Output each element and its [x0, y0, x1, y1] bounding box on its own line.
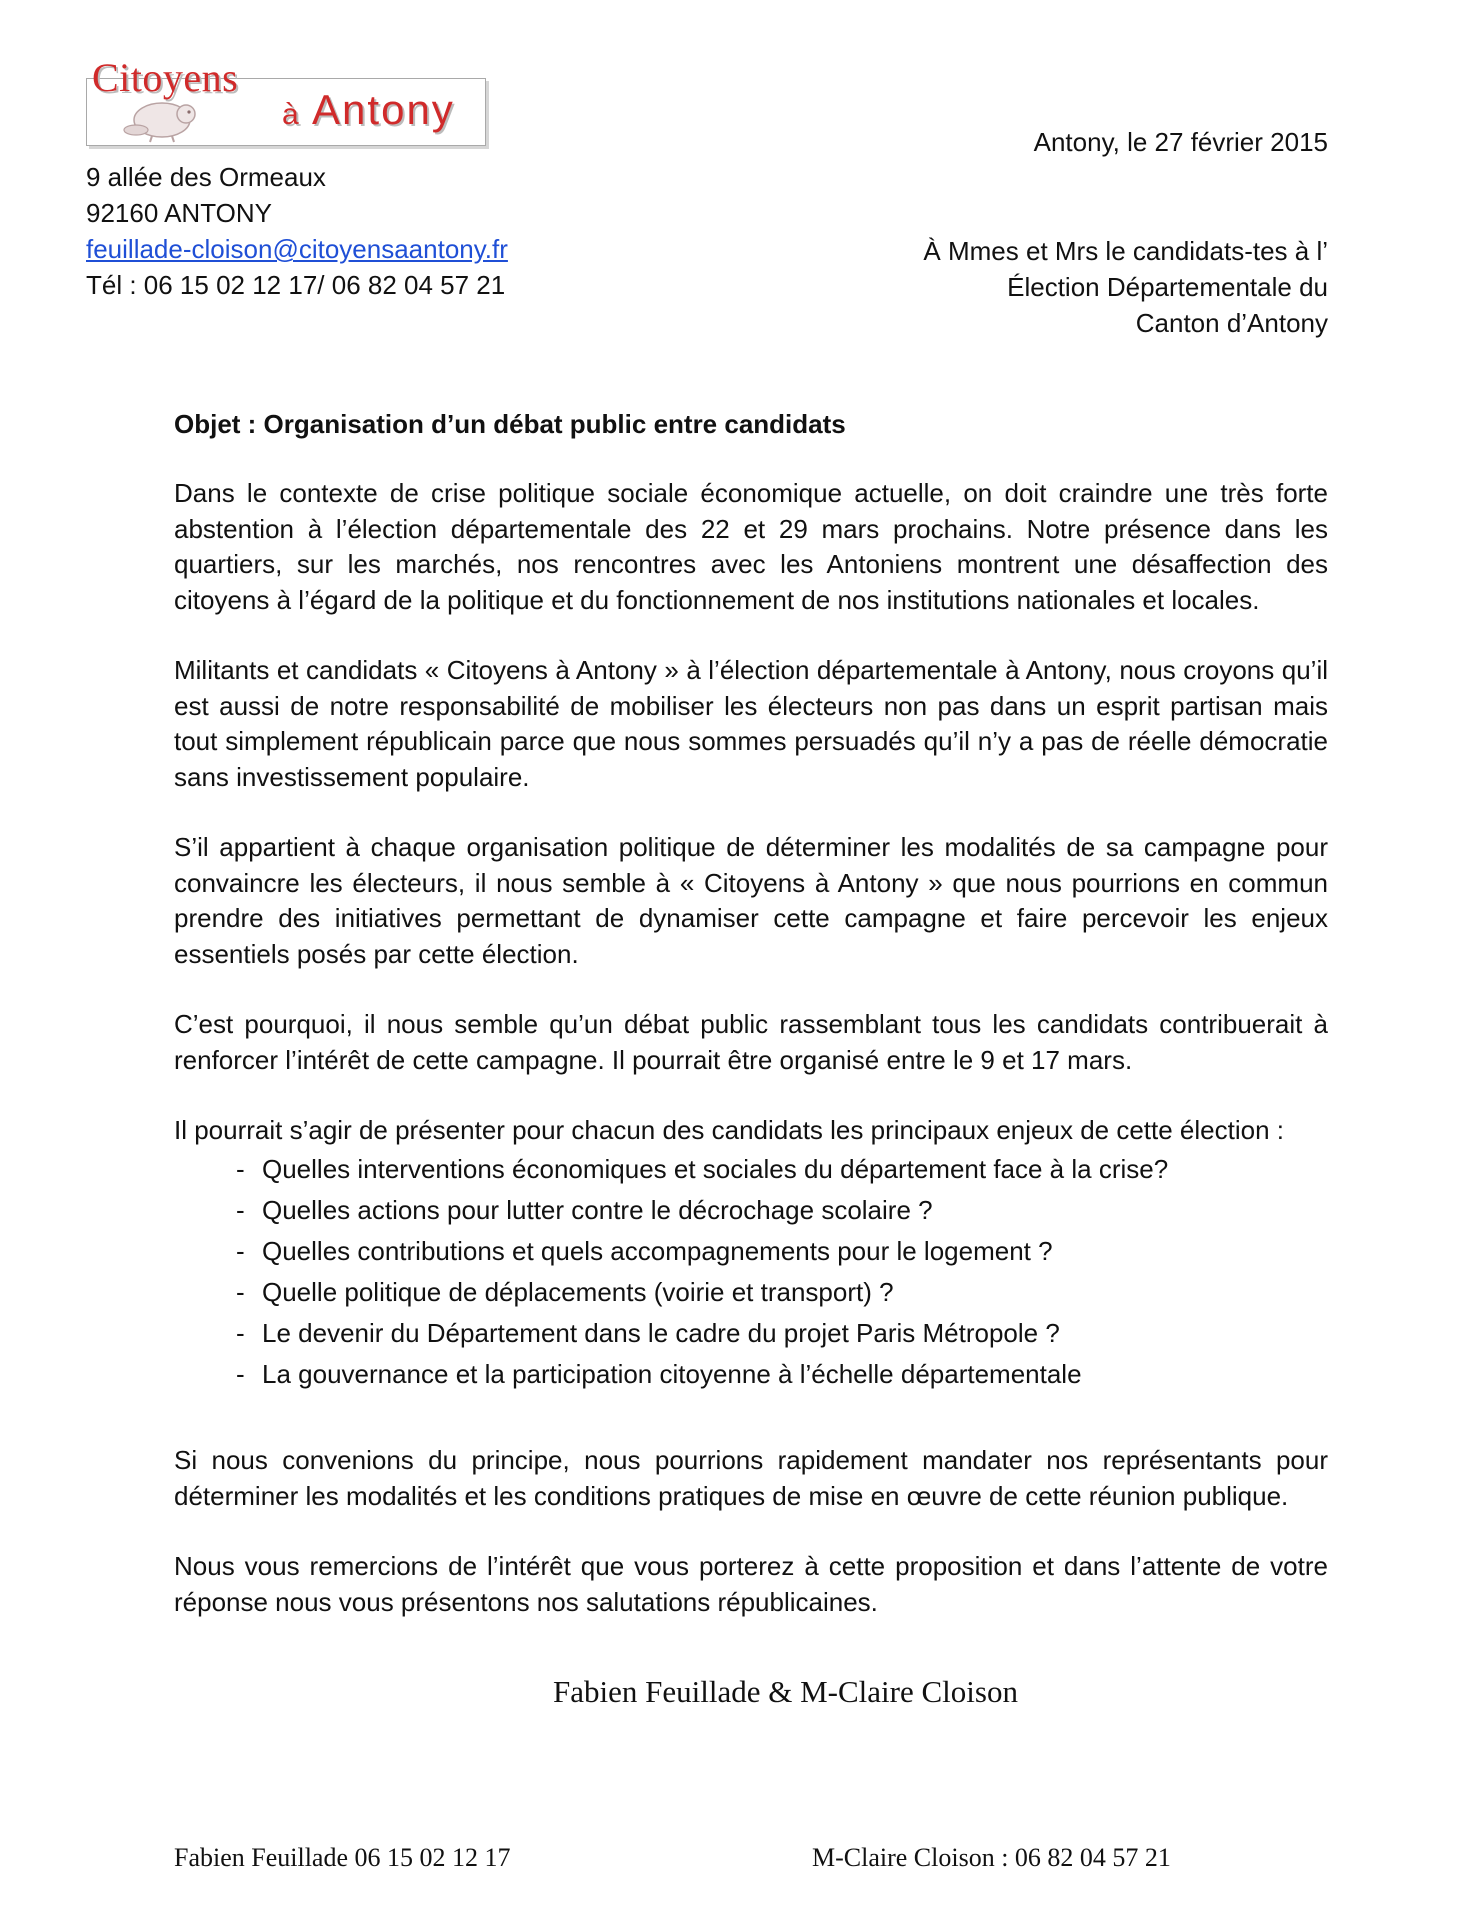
paragraph-debate-proposal: C’est pourquoi, il nous semble qu’un débat public rassemblant tous les candidats contribuerait à renforcer l’intérêt de cette campagne. Il pourrait être organisé entre le 9 et 17 mars. [174, 1009, 1328, 1075]
paragraph-questions-intro: Il pourrait s’agir de présenter pour chacun des candidats les principaux enjeux de cette élection : [174, 1115, 1284, 1145]
question-text: Quelles interventions économiques et sociales du département face à la crise? [262, 1154, 1169, 1184]
logo-text-antony [282, 86, 455, 139]
question-text: Quelle politique de déplacements (voirie et transport) ? [262, 1277, 894, 1307]
logo-text-citoyens: Citoyens [92, 55, 239, 100]
recipient-line-3: Canton d’Antony [1135, 308, 1328, 338]
list-dash: - [236, 1154, 245, 1184]
list-dash: - [236, 1195, 245, 1225]
paragraph-campaign: S’il appartient à chaque organisation politique de déterminer les modalités de sa campagne pour convaincre les électeurs, il nous semble à « Citoyens à Antony » que nous pourrions en commun prendre des initiatives permettant de dynamiser cette campagne et faire percevoir les enjeux essentiels posés par cette élection. [174, 832, 1328, 969]
list-item [236, 1354, 1168, 1395]
letter-subject: Objet : Organisation d’un débat public entre candidats [174, 409, 846, 439]
recipient-block [923, 233, 1328, 341]
beaver-icon [122, 96, 212, 144]
sender-phone: Tél : 06 15 02 12 17/ 06 82 04 57 21 [86, 270, 506, 300]
paragraph-militants: Militants et candidats « Citoyens à Antony » à l’élection départementale à Antony, nous croyons qu’il est aussi de notre responsabilité de mobiliser les électeurs non pas dans un esprit partisan mais tout simplement républicain parce que nous sommes persuadés qu’il n’y a pas de réelle démocratie sans investissement populaire. [174, 655, 1328, 792]
list-item [236, 1231, 1168, 1272]
question-text: Le devenir du Département dans le cadre du projet Paris Métropole ? [262, 1318, 1060, 1348]
questions-list [236, 1149, 1168, 1395]
logo-text-antony-word: Antony [312, 86, 455, 133]
recipient-line-2: Élection Départementale du [1007, 272, 1328, 302]
list-item [236, 1190, 1168, 1231]
question-text: La gouvernance et la participation citoyenne à l’échelle départementale [262, 1359, 1082, 1389]
list-dash: - [236, 1359, 245, 1389]
letter-date: Antony, le 27 février 2015 [1033, 127, 1328, 157]
question-text: Quelles actions pour lutter contre le décrochage scolaire ? [262, 1195, 933, 1225]
list-dash: - [236, 1236, 245, 1266]
list-item [236, 1272, 1168, 1313]
contact-m-claire-cloison: M-Claire Cloison : 06 82 04 57 21 [812, 1843, 1171, 1872]
contact-fabien-feuillade: Fabien Feuillade 06 15 02 12 17 [174, 1843, 511, 1872]
paragraph-context: Dans le contexte de crise politique sociale économique actuelle, on doit craindre une très forte abstention à l’élection départementale des 22 et 29 mars prochains. Notre présence dans les quartiers, sur les marchés, nos rencontres avec les Antoniens montrent une désaffection des citoyens à l’égard de la politique et du fonctionnement de nos institutions nationales et locales. [174, 478, 1328, 615]
question-text: Quelles contributions et quels accompagnements pour le logement ? [262, 1236, 1053, 1266]
paragraph-closing: Nous vous remercions de l’intérêt que vous porterez à cette proposition et dans l’attente de votre réponse nous vous présentons nos salutations républicaines. [174, 1551, 1328, 1617]
list-dash: - [236, 1318, 245, 1348]
sender-street: 9 allée des Ormeaux [86, 162, 326, 192]
logo-text-a: à [282, 98, 301, 131]
citoyens-a-antony-logo [86, 55, 496, 146]
list-item [236, 1313, 1168, 1354]
sender-city: 92160 ANTONY [86, 198, 272, 228]
list-dash: - [236, 1277, 245, 1307]
recipient-line-1: À Mmes et Mrs le candidats-tes à l’ [923, 236, 1328, 266]
sender-email-link[interactable]: feuillade-cloison@citoyensaantony.fr [86, 234, 508, 264]
signature: Fabien Feuillade & M-Claire Cloison [553, 1674, 1018, 1709]
paragraph-principle: Si nous convenions du principe, nous pourrions rapidement mandater nos représentants pour déterminer les modalités et les conditions pratiques de mise en œuvre de cette réunion publique. [174, 1445, 1328, 1511]
sender-address [86, 159, 508, 303]
list-item [236, 1149, 1168, 1190]
